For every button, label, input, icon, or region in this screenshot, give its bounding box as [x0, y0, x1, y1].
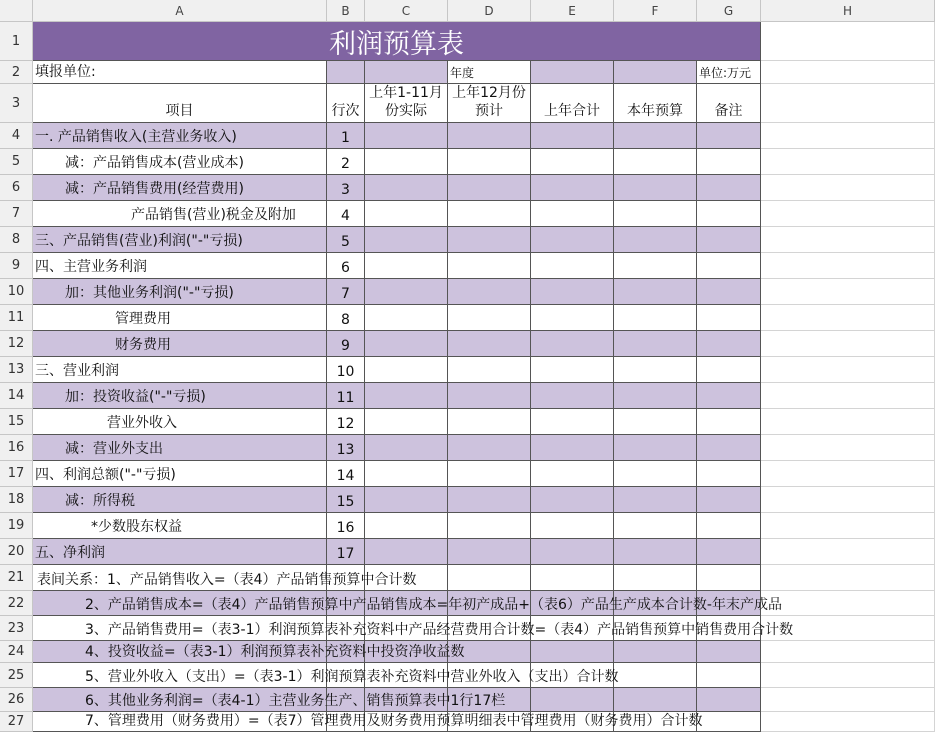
- cell-h12[interactable]: [761, 331, 935, 357]
- cell-g7[interactable]: [697, 201, 761, 227]
- cell-h18[interactable]: [761, 487, 935, 513]
- row-header-12[interactable]: 12: [0, 331, 33, 357]
- column-header-h[interactable]: H: [761, 0, 935, 22]
- cell-h11[interactable]: [761, 305, 935, 331]
- item-row-number[interactable]: 15: [327, 487, 365, 513]
- cell-f9[interactable]: [614, 253, 697, 279]
- cell-e16[interactable]: [531, 435, 614, 461]
- row-header-2[interactable]: 2: [0, 61, 33, 84]
- cell-f17[interactable]: [614, 461, 697, 487]
- cell-c11[interactable]: [365, 305, 448, 331]
- item-label[interactable]: 营业外收入: [33, 409, 327, 435]
- cell-d17[interactable]: [448, 461, 531, 487]
- row-header-14[interactable]: 14: [0, 383, 33, 409]
- cell-c7[interactable]: [365, 201, 448, 227]
- cell-d8[interactable]: [448, 227, 531, 253]
- note-line[interactable]: 3、产品销售费用=（表3-1）利润预算表补充资料中产品经营费用合计数=（表4）产品销售预算中销售费用合计数: [85, 622, 794, 638]
- cell-h19[interactable]: [761, 513, 935, 539]
- cell-e18[interactable]: [531, 487, 614, 513]
- cell-g20[interactable]: [697, 539, 761, 565]
- cell-c19[interactable]: [365, 513, 448, 539]
- cell-g18[interactable]: [697, 487, 761, 513]
- cell-d7[interactable]: [448, 201, 531, 227]
- cell-h4[interactable]: [761, 123, 935, 149]
- item-label[interactable]: 三、营业利润: [33, 357, 327, 383]
- item-row-number[interactable]: 8: [327, 305, 365, 331]
- cell-e17[interactable]: [531, 461, 614, 487]
- item-row-number[interactable]: 7: [327, 279, 365, 305]
- cell-f10[interactable]: [614, 279, 697, 305]
- header-remarks[interactable]: 备注: [697, 84, 761, 123]
- cell-c15[interactable]: [365, 409, 448, 435]
- header-last-year-jan-nov[interactable]: 上年1-11月份实际: [365, 84, 448, 123]
- row-header-26[interactable]: 26: [0, 688, 33, 712]
- cell-d18[interactable]: [448, 487, 531, 513]
- cell-f13[interactable]: [614, 357, 697, 383]
- cell-e2[interactable]: [531, 61, 614, 84]
- row-header-6[interactable]: 6: [0, 175, 33, 201]
- cell-f15[interactable]: [614, 409, 697, 435]
- item-label[interactable]: 加：投资收益("-"亏损): [33, 383, 327, 409]
- row-header-18[interactable]: 18: [0, 487, 33, 513]
- cell-e4[interactable]: [531, 123, 614, 149]
- cell-e11[interactable]: [531, 305, 614, 331]
- item-label[interactable]: 四、利润总额("-"亏损): [33, 461, 327, 487]
- row-header-5[interactable]: 5: [0, 149, 33, 175]
- cell-c12[interactable]: [365, 331, 448, 357]
- cell-e8[interactable]: [531, 227, 614, 253]
- cell-c4[interactable]: [365, 123, 448, 149]
- cell-g11[interactable]: [697, 305, 761, 331]
- cell-d14[interactable]: [448, 383, 531, 409]
- cell-g15[interactable]: [697, 409, 761, 435]
- cell-h17[interactable]: [761, 461, 935, 487]
- header-this-year-budget[interactable]: 本年预算: [614, 84, 697, 123]
- cell-g4[interactable]: [697, 123, 761, 149]
- cell-h13[interactable]: [761, 357, 935, 383]
- cell-f14[interactable]: [614, 383, 697, 409]
- item-row-number[interactable]: 17: [327, 539, 365, 565]
- cell-c16[interactable]: [365, 435, 448, 461]
- column-header-c[interactable]: C: [365, 0, 448, 22]
- column-header-g[interactable]: G: [697, 0, 761, 22]
- item-row-number[interactable]: 9: [327, 331, 365, 357]
- row-header-10[interactable]: 10: [0, 279, 33, 305]
- cell-e9[interactable]: [531, 253, 614, 279]
- item-row-number[interactable]: 12: [327, 409, 365, 435]
- column-header-f[interactable]: F: [614, 0, 697, 22]
- cell-e12[interactable]: [531, 331, 614, 357]
- cell-f2[interactable]: [614, 61, 697, 84]
- cell-h14[interactable]: [761, 383, 935, 409]
- note-line[interactable]: 2、产品销售成本=（表4）产品销售预算中产品销售成本=年初产成品+（表6）产品生产成本合计数-年末产成品: [85, 597, 782, 613]
- note-line[interactable]: 7、管理费用（财务费用）=（表7）管理费用及财务费用预算明细表中管理费用（财务费用）合计数: [85, 713, 703, 729]
- header-last-year-total[interactable]: 上年合计: [531, 84, 614, 123]
- cell-c8[interactable]: [365, 227, 448, 253]
- row-header-16[interactable]: 16: [0, 435, 33, 461]
- row-header-7[interactable]: 7: [0, 201, 33, 227]
- cell-c2[interactable]: [365, 61, 448, 84]
- row-header-3[interactable]: 3: [0, 84, 33, 123]
- cell-h15[interactable]: [761, 409, 935, 435]
- item-label[interactable]: 三、产品销售(营业)利润("-"亏损): [33, 227, 327, 253]
- cell-h5[interactable]: [761, 149, 935, 175]
- cell-f7[interactable]: [614, 201, 697, 227]
- row-header-1[interactable]: 1: [0, 22, 33, 61]
- cell-e5[interactable]: [531, 149, 614, 175]
- row-header-13[interactable]: 13: [0, 357, 33, 383]
- row-header-21[interactable]: 21: [0, 565, 33, 591]
- cell-d11[interactable]: [448, 305, 531, 331]
- item-label[interactable]: 一. 产品销售收入(主营业务收入): [33, 123, 327, 149]
- cell-h10[interactable]: [761, 279, 935, 305]
- row-header-24[interactable]: 24: [0, 641, 33, 663]
- item-row-number[interactable]: 1: [327, 123, 365, 149]
- cell-f8[interactable]: [614, 227, 697, 253]
- item-label[interactable]: 加：其他业务利润("-"亏损): [33, 279, 327, 305]
- cell-h3[interactable]: [761, 84, 935, 123]
- cell-d6[interactable]: [448, 175, 531, 201]
- cell-g17[interactable]: [697, 461, 761, 487]
- cell-d4[interactable]: [448, 123, 531, 149]
- item-row-number[interactable]: 14: [327, 461, 365, 487]
- cell-e19[interactable]: [531, 513, 614, 539]
- cell-e7[interactable]: [531, 201, 614, 227]
- item-row-number[interactable]: 3: [327, 175, 365, 201]
- item-label[interactable]: 产品销售(营业)税金及附加: [33, 201, 327, 227]
- row-header-9[interactable]: 9: [0, 253, 33, 279]
- item-label[interactable]: 减：产品销售费用(经营费用): [33, 175, 327, 201]
- column-header-a[interactable]: A: [33, 0, 327, 22]
- cell-g9[interactable]: [697, 253, 761, 279]
- item-label[interactable]: 管理费用: [33, 305, 327, 331]
- item-row-number[interactable]: 4: [327, 201, 365, 227]
- item-label[interactable]: 减：所得税: [33, 487, 327, 513]
- row-header-22[interactable]: 22: [0, 591, 33, 616]
- cell-g12[interactable]: [697, 331, 761, 357]
- note-line[interactable]: 表间关系：1、产品销售收入=（表4）产品销售预算中合计数: [37, 572, 417, 588]
- cell-d5[interactable]: [448, 149, 531, 175]
- cell-g8[interactable]: [697, 227, 761, 253]
- cell-f5[interactable]: [614, 149, 697, 175]
- item-row-number[interactable]: 5: [327, 227, 365, 253]
- cell-c5[interactable]: [365, 149, 448, 175]
- cell-c17[interactable]: [365, 461, 448, 487]
- cell-h7[interactable]: [761, 201, 935, 227]
- cell-g2-currency-label[interactable]: 单位:万元: [697, 61, 761, 84]
- cell-h1[interactable]: [761, 22, 935, 61]
- cell-e14[interactable]: [531, 383, 614, 409]
- cell-h6[interactable]: [761, 175, 935, 201]
- item-label[interactable]: 财务费用: [33, 331, 327, 357]
- row-header-8[interactable]: 8: [0, 227, 33, 253]
- select-all-corner[interactable]: [0, 0, 33, 22]
- cell-d19[interactable]: [448, 513, 531, 539]
- cell-c9[interactable]: [365, 253, 448, 279]
- cell-a2-unit-label[interactable]: 填报单位:: [33, 61, 327, 84]
- cell-c10[interactable]: [365, 279, 448, 305]
- cell-f18[interactable]: [614, 487, 697, 513]
- item-row-number[interactable]: 10: [327, 357, 365, 383]
- header-item[interactable]: 项目: [33, 84, 327, 123]
- row-header-19[interactable]: 19: [0, 513, 33, 539]
- item-label[interactable]: 减：营业外支出: [33, 435, 327, 461]
- cell-g14[interactable]: [697, 383, 761, 409]
- column-header-b[interactable]: B: [327, 0, 365, 22]
- cell-h20[interactable]: [761, 539, 935, 565]
- cell-e6[interactable]: [531, 175, 614, 201]
- item-row-number[interactable]: 16: [327, 513, 365, 539]
- sheet-title[interactable]: 利润预算表: [33, 22, 761, 61]
- cell-f20[interactable]: [614, 539, 697, 565]
- row-header-11[interactable]: 11: [0, 305, 33, 331]
- note-line[interactable]: 5、营业外收入（支出）=（表3-1）利润预算表补充资料中营业外收入（支出）合计数: [85, 669, 619, 685]
- cell-h8[interactable]: [761, 227, 935, 253]
- cell-d15[interactable]: [448, 409, 531, 435]
- cell-d12[interactable]: [448, 331, 531, 357]
- item-row-number[interactable]: 11: [327, 383, 365, 409]
- cell-d10[interactable]: [448, 279, 531, 305]
- cell-e10[interactable]: [531, 279, 614, 305]
- header-last-year-dec[interactable]: 上年12月份预计: [448, 84, 531, 123]
- cell-e15[interactable]: [531, 409, 614, 435]
- cell-c14[interactable]: [365, 383, 448, 409]
- cell-g5[interactable]: [697, 149, 761, 175]
- item-row-number[interactable]: 6: [327, 253, 365, 279]
- row-header-17[interactable]: 17: [0, 461, 33, 487]
- item-label[interactable]: 五、净利润: [33, 539, 327, 565]
- cell-f16[interactable]: [614, 435, 697, 461]
- item-label[interactable]: 减：产品销售成本(营业成本): [33, 149, 327, 175]
- cell-c13[interactable]: [365, 357, 448, 383]
- cell-g10[interactable]: [697, 279, 761, 305]
- cell-g6[interactable]: [697, 175, 761, 201]
- row-header-20[interactable]: 20: [0, 539, 33, 565]
- cell-f12[interactable]: [614, 331, 697, 357]
- row-header-4[interactable]: 4: [0, 123, 33, 149]
- cell-g19[interactable]: [697, 513, 761, 539]
- cell-f6[interactable]: [614, 175, 697, 201]
- cell-d9[interactable]: [448, 253, 531, 279]
- item-label[interactable]: 四、主营业务利润: [33, 253, 327, 279]
- cell-h16[interactable]: [761, 435, 935, 461]
- row-header-27[interactable]: 27: [0, 712, 33, 732]
- note-line[interactable]: 4、投资收益=（表3-1）利润预算表补充资料中投资净收益数: [85, 644, 465, 660]
- cell-d20[interactable]: [448, 539, 531, 565]
- cell-c6[interactable]: [365, 175, 448, 201]
- cell-d13[interactable]: [448, 357, 531, 383]
- cell-d16[interactable]: [448, 435, 531, 461]
- item-label[interactable]: *少数股东权益: [33, 513, 327, 539]
- row-header-15[interactable]: 15: [0, 409, 33, 435]
- cell-c20[interactable]: [365, 539, 448, 565]
- row-header-23[interactable]: 23: [0, 616, 33, 641]
- cell-f4[interactable]: [614, 123, 697, 149]
- cell-f11[interactable]: [614, 305, 697, 331]
- cell-c18[interactable]: [365, 487, 448, 513]
- cell-g13[interactable]: [697, 357, 761, 383]
- cell-g16[interactable]: [697, 435, 761, 461]
- cell-e20[interactable]: [531, 539, 614, 565]
- cell-b2[interactable]: [327, 61, 365, 84]
- column-header-d[interactable]: D: [448, 0, 531, 22]
- cell-h9[interactable]: [761, 253, 935, 279]
- note-line[interactable]: 6、其他业务利润=（表4-1）主营业务生产、销售预算表中1行17栏: [85, 693, 506, 709]
- cell-f19[interactable]: [614, 513, 697, 539]
- row-header-25[interactable]: 25: [0, 663, 33, 688]
- column-header-e[interactable]: E: [531, 0, 614, 22]
- item-row-number[interactable]: 2: [327, 149, 365, 175]
- cell-d2-year-label[interactable]: 年度: [448, 61, 531, 84]
- cell-e13[interactable]: [531, 357, 614, 383]
- header-row-no[interactable]: 行次: [327, 84, 365, 123]
- cell-h2[interactable]: [761, 61, 935, 84]
- item-row-number[interactable]: 13: [327, 435, 365, 461]
